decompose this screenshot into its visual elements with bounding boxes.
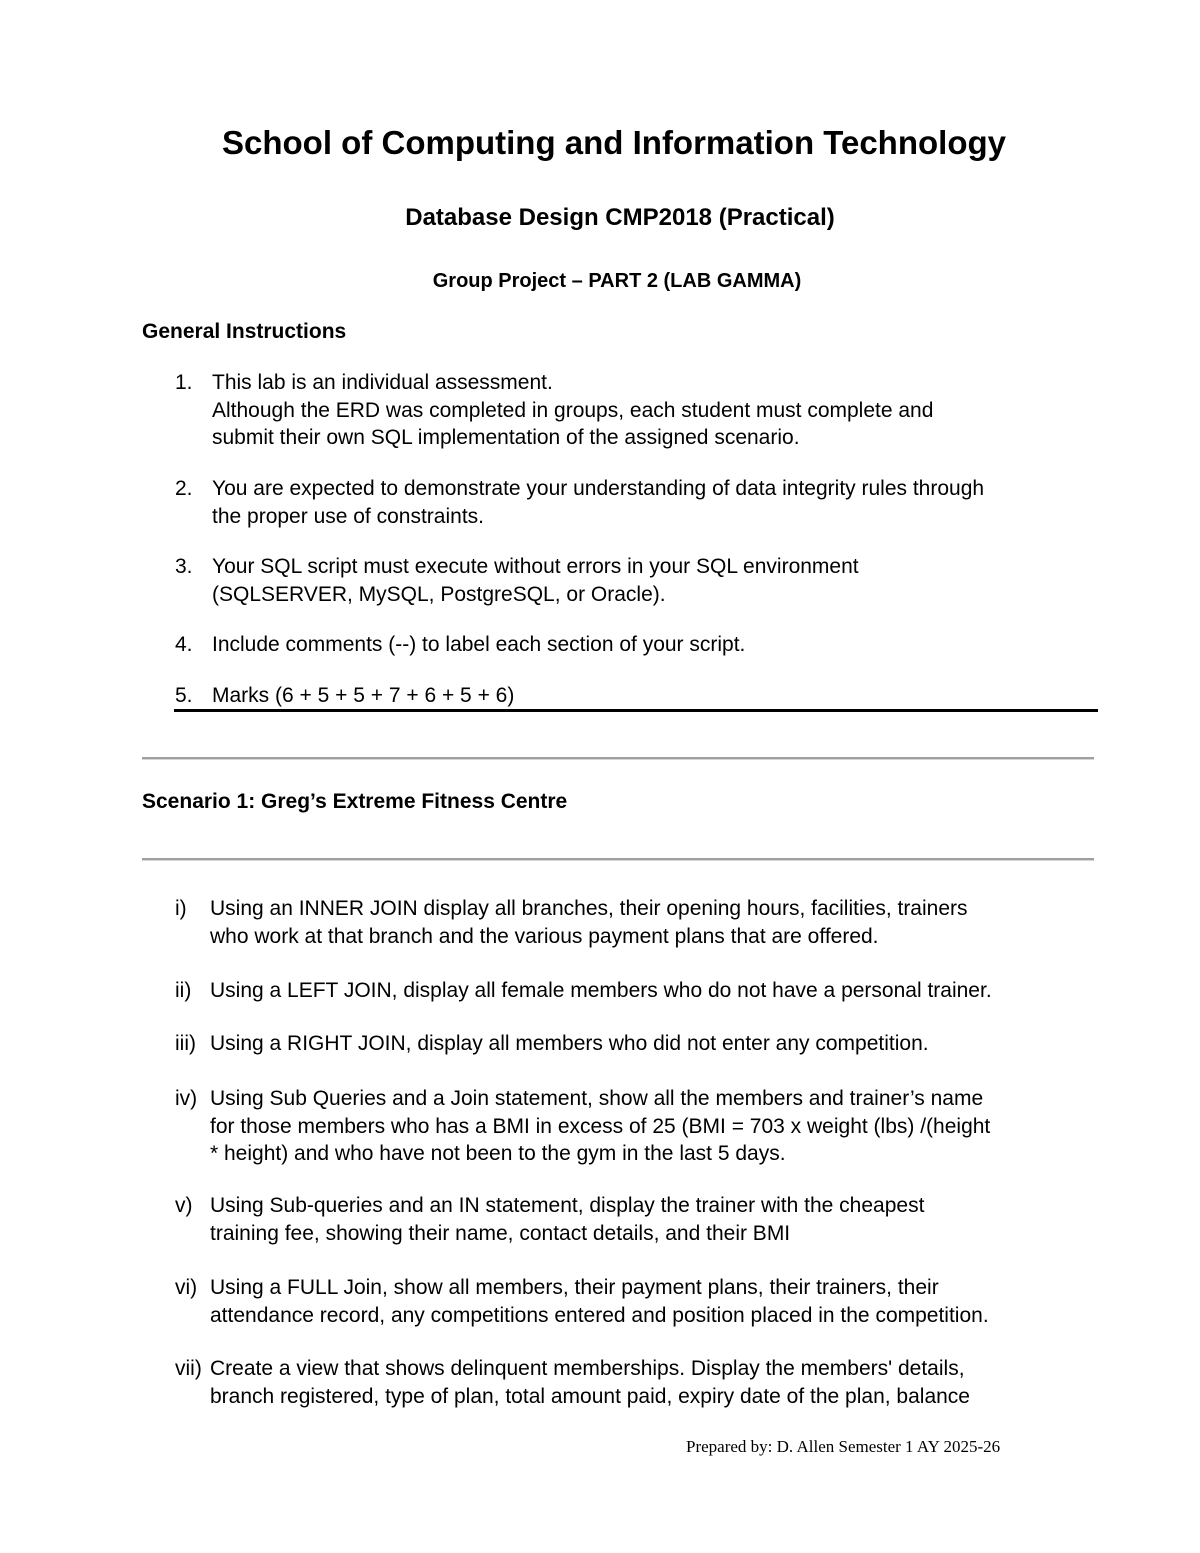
question-line: for those members who has a BMI in excess of 25 (BMI = 703 x weight (lbs) /(height — [210, 1114, 991, 1138]
instruction-number: 2. — [175, 477, 193, 500]
question-number: i) — [175, 897, 187, 920]
question-line: Using a LEFT JOIN, display all female members who do not have a personal trainer. — [210, 979, 992, 1002]
scenario-heading: Scenario 1: Greg’s Extreme Fitness Centre — [142, 790, 568, 813]
question-line: Using a RIGHT JOIN, display all members who did not enter any competition. — [210, 1032, 929, 1055]
scenario-top-rule — [142, 757, 1094, 759]
question-line: who work at that branch and the various payment plans that are offered. — [210, 924, 879, 948]
question-item-vi — [175, 1274, 1115, 1329]
instruction-line: (SQLSERVER, MySQL, PostgreSQL, or Oracle). — [212, 582, 666, 606]
question-item-ii — [175, 977, 1115, 1005]
general-instructions-heading: General Instructions — [142, 320, 347, 343]
question-line: training fee, showing their name, contact details, and their BMI — [210, 1221, 791, 1245]
instruction-item-4 — [175, 631, 1115, 659]
scenario-bottom-rule — [142, 858, 1094, 860]
question-line: Using Sub Queries and a Join statement, show all the members and trainer’s name — [210, 1087, 984, 1110]
instruction-number: 1. — [175, 371, 193, 394]
instruction-number: 3. — [175, 555, 193, 578]
instruction-line: Although the ERD was completed in groups, each student must complete and — [212, 398, 934, 422]
instruction-line: Marks (6 + 5 + 5 + 7 + 6 + 5 + 6) — [212, 684, 515, 707]
instruction-line: You are expected to demonstrate your understanding of data integrity rules through — [212, 477, 985, 500]
question-line: Using an INNER JOIN display all branches, their opening hours, facilities, trainers — [210, 897, 968, 920]
instruction-item-2 — [175, 475, 1115, 530]
instruction-number: 4. — [175, 633, 193, 656]
question-line: Create a view that shows delinquent memberships. Display the members' details, — [210, 1357, 965, 1380]
question-line: attendance record, any competitions entered and position placed in the competition. — [210, 1303, 989, 1327]
instruction-item-3 — [175, 553, 1115, 608]
project-title: Group Project – PART 2 (LAB GAMMA) — [432, 270, 802, 292]
instruction-line: Your SQL script must execute without errors in your SQL environment — [212, 555, 859, 578]
question-item-iv — [175, 1085, 1115, 1168]
course-title: Database Design CMP2018 (Practical) — [405, 204, 835, 231]
question-item-v — [175, 1192, 1115, 1247]
instruction-line: This lab is an individual assessment. — [212, 371, 553, 394]
instruction-line: Include comments (--) to label each section of your script. — [212, 633, 746, 656]
instruction-line: the proper use of constraints. — [212, 504, 484, 528]
question-number: vii) — [175, 1357, 202, 1380]
instruction-number: 5. — [175, 684, 193, 707]
question-number: iv) — [175, 1087, 198, 1110]
question-number: iii) — [175, 1032, 196, 1055]
question-line: * height) and who have not been to the gym in the last 5 days. — [210, 1142, 786, 1165]
question-number: vi) — [175, 1276, 198, 1299]
question-item-iii — [175, 1030, 1115, 1058]
instructions-divider — [174, 709, 1098, 712]
footer-prepared-by: Prepared by: D. Allen Semester 1 AY 2025-26 — [686, 1437, 1001, 1456]
question-number: v) — [175, 1194, 193, 1217]
question-line: Using Sub-queries and an IN statement, display the trainer with the cheapest — [210, 1194, 925, 1217]
question-line: Using a FULL Join, show all members, their payment plans, their trainers, their — [210, 1276, 939, 1299]
question-number: ii) — [175, 979, 192, 1002]
question-item-i — [175, 895, 1115, 950]
question-line: branch registered, type of plan, total amount paid, expiry date of the plan, balance — [210, 1384, 970, 1408]
instruction-line: submit their own SQL implementation of the assigned scenario. — [212, 426, 800, 449]
instruction-item-5 — [175, 682, 1115, 710]
school-title: School of Computing and Information Technology — [222, 124, 1006, 161]
instruction-item-1 — [175, 369, 1115, 452]
question-item-vii — [175, 1355, 1115, 1410]
